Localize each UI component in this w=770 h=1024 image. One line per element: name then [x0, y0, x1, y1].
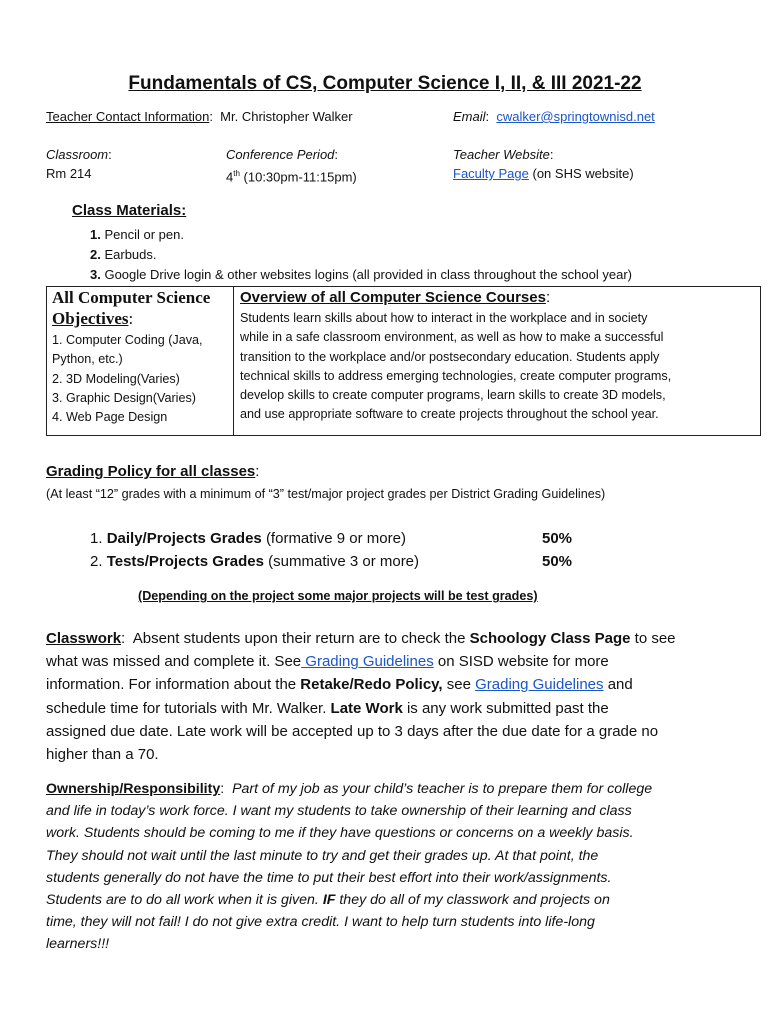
- overview-column: [240, 287, 760, 425]
- faculty-page-link[interactable]: Faculty Page: [453, 166, 529, 181]
- grade-item: 2. Tests/Projects Grades (summative 3 or more): [90, 553, 420, 570]
- conference-value: 4th (10:30pm-11:15pm): [226, 169, 357, 185]
- list-item: Python, etc.): [52, 352, 123, 367]
- objectives-list: [52, 331, 232, 427]
- website-note: (on SHS website): [532, 166, 634, 181]
- email-link[interactable]: cwalker@springtownisd.net: [496, 109, 655, 124]
- classroom-label: Classroom: [46, 147, 109, 162]
- objectives-column: [52, 287, 232, 427]
- list-item: 1. Computer Coding (Java,: [52, 333, 203, 347]
- list-item: 2. Earbuds.: [90, 247, 157, 262]
- list-item: 3. Google Drive login & other websites logins (all provided in class throughout the school year): [90, 267, 632, 282]
- grade-percent: 50%: [542, 553, 573, 570]
- overview-heading: Overview of all Computer Science Courses:: [240, 289, 551, 306]
- website-label: Teacher Website: [453, 147, 550, 162]
- list-item: 4. Web Page Design: [52, 410, 168, 425]
- materials-list: [90, 225, 632, 285]
- classroom-block: Classroom: Rm 214: [46, 147, 112, 181]
- objectives-heading: All Computer Science Objectives:: [52, 288, 211, 328]
- conference-label: Conference Period: [226, 147, 335, 162]
- contact-label: Teacher Contact Information: [46, 109, 210, 124]
- overview-text: Students learn skills about how to interact in the workplace and in society while in a safe classroom environment, as well as how to make a successful transition to the workplace and/or postsecondary education. Students apply technical skills to address emerging technologies, create computer programs, develop skills to create computer programs, learn skills to create 3D models, and use appropriate software to create projects throughout the school year.: [240, 311, 672, 422]
- grade-item: 1. Daily/Projects Grades (formative 9 or more): [90, 530, 406, 547]
- grading-heading: Grading Policy for all classes:: [46, 463, 260, 480]
- grading-footnote: (Depending on the project some major projects will be test grades): [138, 589, 538, 603]
- grade-percent: 50%: [542, 530, 573, 547]
- ownership-label: Ownership/Responsibility: [46, 781, 221, 797]
- conference-block: Conference Period: 4th (10:30pm-11:15pm): [226, 147, 357, 185]
- grading-guidelines-link[interactable]: Grading Guidelines: [475, 676, 604, 694]
- list-item: 3. Graphic Design(Varies): [52, 390, 196, 405]
- contact-line: Teacher Contact Information: Mr. Christopher Walker: [46, 109, 353, 124]
- materials-heading: Class Materials:: [72, 202, 187, 219]
- grading-note: (At least “12” grades with a minimum of “3” test/major project grades per District Grading Guidelines): [46, 487, 606, 501]
- page-title: Fundamentals of CS, Computer Science I, II, & III 2021-22: [128, 73, 642, 94]
- objectives-overview-table: [46, 286, 761, 436]
- list-item: 2. 3D Modeling(Varies): [52, 371, 180, 386]
- email-label: Email: [453, 109, 486, 124]
- table-divider: [233, 287, 234, 435]
- grading-guidelines-link[interactable]: Grading Guidelines: [301, 653, 434, 671]
- list-item: 1. Pencil or pen.: [90, 227, 184, 242]
- classroom-value: Rm 214: [46, 166, 92, 181]
- teacher-name: Mr. Christopher Walker: [220, 109, 353, 124]
- website-block: Teacher Website: Faculty Page (on SHS website): [453, 147, 634, 181]
- email-line: Email: cwalker@springtownisd.net: [453, 109, 655, 124]
- classwork-label: Classwork: [46, 630, 122, 647]
- classwork-paragraph: Classwork: Absent students upon their return are to check the Schoology Class Page to see what was missed and complete it. See Grading Guidelines on SISD website for more information. For information about the Retake/Redo Policy, see Grading Guidelines and schedule time for tutorials with Mr. Walker. Late Work is any work submitted past the assigned due date. Late work will be accepted up to 3 days after the due date for a grade no higher than a 70.: [46, 630, 676, 764]
- ownership-paragraph: Ownership/Responsibility: Part of my job as your child’s teacher is to prepare them for college and life in today’s work force. I want my students to take ownership of their learning and class work. Students should be coming to me if they have questions or concerns on a weekly basis. They should not wait until the last minute to try and get their grades up. At that point, the students generally do not have the time to put their best effort into their work/assignments. Students are to do all work when it is given. IF they do all of my classwork and projects on time, they will not fail! I do not give extra credit. I want to help turn students into life-long learners!!!: [46, 781, 653, 953]
